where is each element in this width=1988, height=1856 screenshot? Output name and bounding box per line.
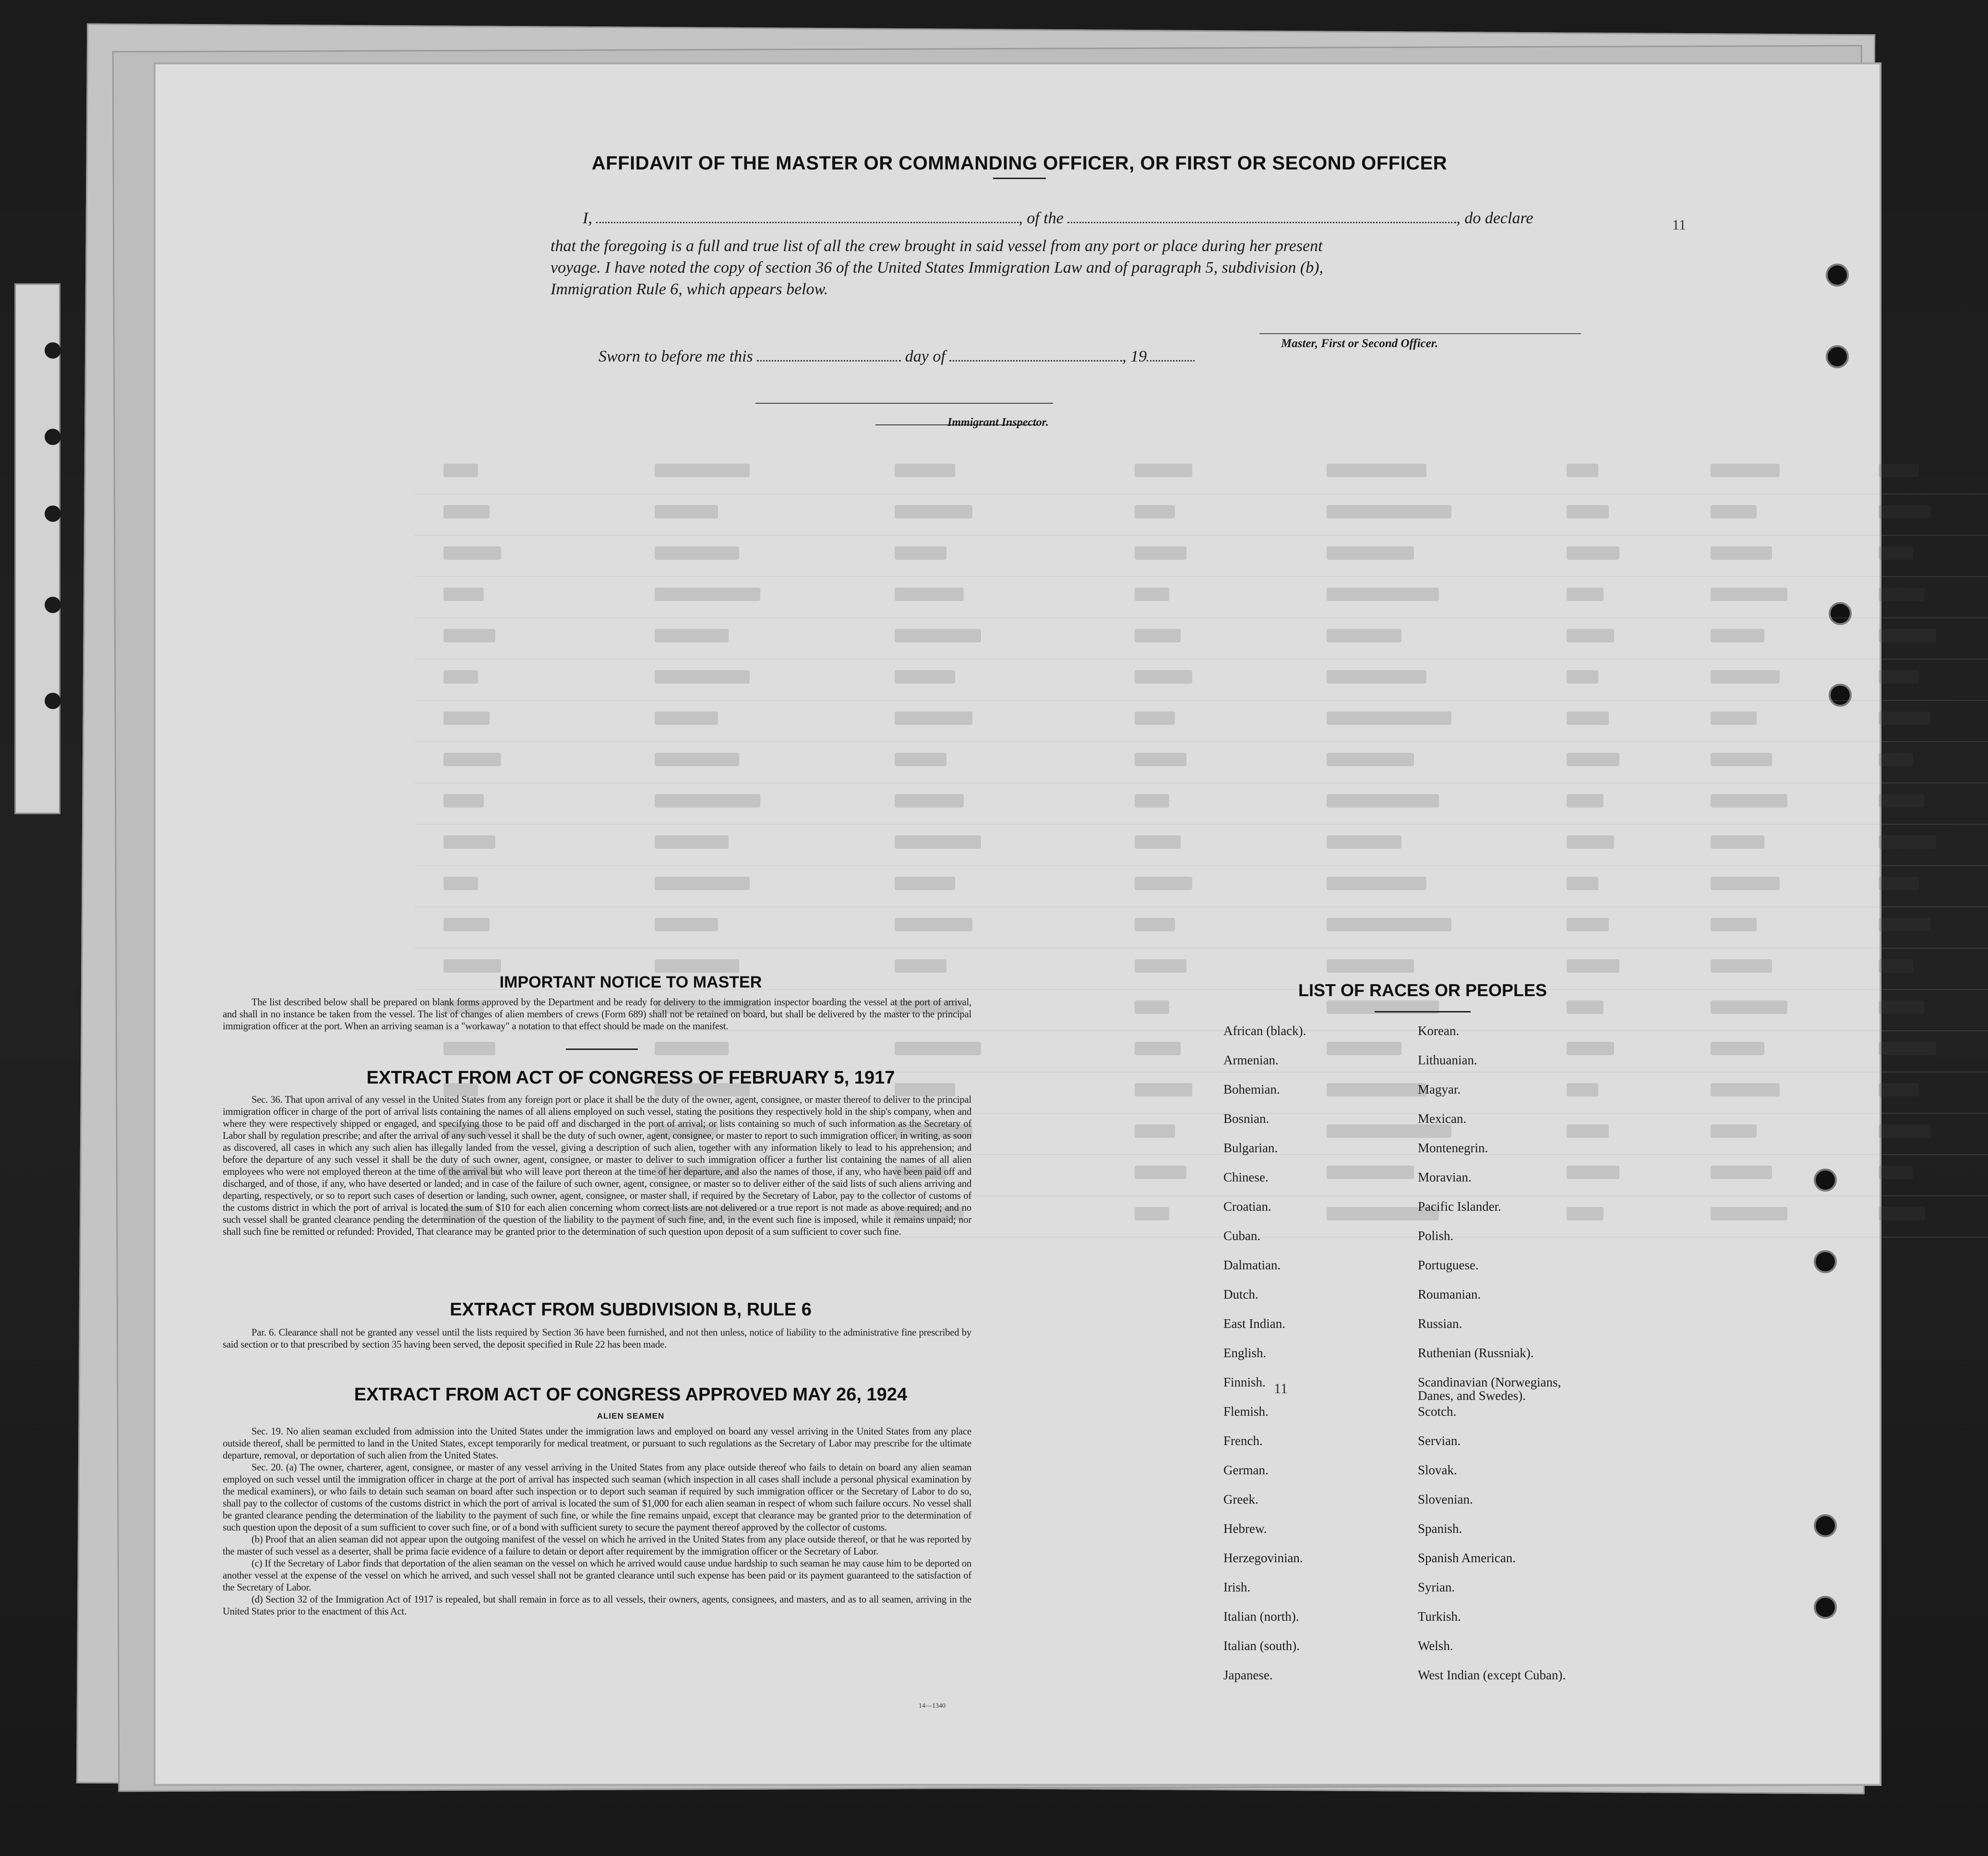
affidavit-line-3: voyage. I have noted the copy of section 36 of the United States Immigration Law and of paragraph 5, subdivision (b),	[551, 259, 1324, 277]
ghost-text	[895, 835, 981, 849]
sworn-month-field[interactable]	[949, 348, 1122, 362]
ghost-text	[655, 918, 718, 931]
ghost-text	[1135, 629, 1181, 642]
race-item: Moravian.	[1418, 1170, 1472, 1184]
race-item: French.	[1223, 1434, 1263, 1448]
ghost-text	[655, 711, 718, 725]
ghost-row	[415, 660, 1988, 701]
ghost-text	[1135, 1207, 1169, 1220]
ghost-text	[655, 629, 729, 642]
ghost-text	[655, 588, 760, 601]
ghost-text	[1135, 711, 1175, 725]
ghost-text	[655, 464, 750, 477]
race-item: Bohemian.	[1223, 1082, 1280, 1097]
race-item: Russian.	[1418, 1316, 1462, 1331]
ghost-text	[1135, 1042, 1181, 1055]
ghost-text	[1327, 505, 1451, 518]
ghost-row	[415, 907, 1988, 949]
race-item: Ruthenian (Russniak).	[1418, 1346, 1534, 1360]
ghost-text	[1567, 1042, 1614, 1055]
race-item: Spanish American.	[1418, 1551, 1516, 1565]
extract-1917-title: EXTRACT FROM ACT OF CONGRESS OF FEBRUARY 5, 1917	[366, 1068, 895, 1088]
ghost-text	[895, 629, 981, 642]
punch-hole-icon	[1814, 1250, 1837, 1273]
race-item: Scotch.	[1418, 1404, 1457, 1419]
ghost-text	[1135, 505, 1175, 518]
ghost-text	[1327, 959, 1414, 973]
ghost-text	[1711, 711, 1757, 725]
vessel-name-field[interactable]	[1067, 209, 1456, 223]
race-item: Hebrew.	[1223, 1521, 1267, 1536]
ghost-text	[443, 835, 495, 849]
race-item: Welsh.	[1418, 1639, 1453, 1653]
ghost-text	[443, 794, 484, 807]
ghost-text	[895, 959, 946, 973]
race-item: Scandinavian (Norwegians,	[1418, 1375, 1561, 1389]
race-item: Syrian.	[1418, 1580, 1455, 1594]
punch-hole-icon	[1826, 345, 1849, 368]
ghost-text	[1567, 1207, 1604, 1220]
punch-hole-icon	[45, 506, 61, 522]
race-item: Mexican.	[1418, 1111, 1467, 1126]
ghost-text	[443, 505, 490, 518]
ghost-text	[443, 629, 495, 642]
ghost-text	[655, 835, 729, 849]
ghost-text	[1135, 1166, 1186, 1179]
race-item: Croatian.	[1223, 1199, 1271, 1214]
ghost-text	[1327, 835, 1401, 849]
ghost-text	[443, 711, 490, 725]
races-rule	[1375, 1011, 1471, 1012]
race-item: Italian (north).	[1223, 1609, 1299, 1624]
ghost-row	[415, 1031, 1988, 1073]
ghost-text	[1567, 1124, 1609, 1138]
race-item: English.	[1223, 1346, 1267, 1360]
ghost-row	[415, 783, 1988, 825]
ghost-text	[1567, 959, 1619, 973]
ghost-text	[895, 794, 964, 807]
race-item: Polish.	[1418, 1229, 1454, 1243]
master-signature-label: Master, First or Second Officer.	[1281, 337, 1438, 350]
ghost-text	[443, 918, 490, 931]
ghost-text	[1327, 1124, 1451, 1138]
title-rule	[993, 178, 1046, 179]
ghost-text	[1327, 794, 1439, 807]
ghost-text	[1711, 877, 1780, 890]
ghost-row	[415, 453, 1988, 494]
ghost-text	[1567, 670, 1598, 684]
ghost-text	[895, 753, 946, 766]
inspector-label: Immigrant Inspector.	[947, 416, 1049, 429]
race-item: African (black).	[1223, 1024, 1306, 1038]
ghost-text	[1327, 1166, 1414, 1179]
race-item: Roumanian.	[1418, 1287, 1481, 1302]
ghost-text	[1711, 794, 1787, 807]
ghost-text	[895, 918, 972, 931]
ghost-text	[1567, 588, 1604, 601]
race-item: Japanese.	[1223, 1668, 1273, 1682]
ghost-text	[1567, 711, 1609, 725]
race-item: East Indian.	[1223, 1316, 1285, 1331]
race-item: Pacific Islander.	[1418, 1199, 1501, 1214]
ghost-text	[1327, 877, 1426, 890]
ghost-text	[1135, 1000, 1169, 1014]
race-item: Chinese.	[1223, 1170, 1269, 1184]
manifest-page	[154, 62, 1881, 1786]
ghost-text	[1327, 546, 1414, 560]
ghost-text	[895, 670, 955, 684]
master-signature-line[interactable]	[1259, 333, 1581, 334]
ghost-text	[1711, 670, 1780, 684]
ghost-text	[1327, 711, 1451, 725]
punch-hole-icon	[45, 597, 61, 613]
sworn-day-field[interactable]	[757, 348, 901, 362]
ghost-text	[443, 588, 484, 601]
extract-1924-title: EXTRACT FROM ACT OF CONGRESS APPROVED MAY 26, 1924	[354, 1385, 908, 1405]
ghost-text	[895, 505, 972, 518]
races-title: LIST OF RACES OR PEOPLES	[1298, 980, 1547, 1000]
race-item: Slovenian.	[1418, 1492, 1473, 1506]
ghost-text	[1135, 918, 1175, 931]
ghost-text	[895, 1042, 981, 1055]
ghost-text	[1135, 794, 1169, 807]
ghost-text	[1327, 588, 1439, 601]
ghost-text	[1135, 835, 1181, 849]
ghost-text	[655, 794, 760, 807]
ghost-text	[443, 959, 501, 973]
section-rule	[566, 1049, 638, 1050]
inspector-line-1	[755, 403, 1053, 404]
race-item: Bosnian.	[1223, 1111, 1269, 1126]
ghost-text	[1327, 464, 1426, 477]
race-item: Turkish.	[1418, 1609, 1461, 1624]
race-item: Slovak.	[1418, 1463, 1457, 1477]
ghost-text	[1135, 753, 1186, 766]
race-item: Dutch.	[1223, 1287, 1258, 1302]
affidavit-line-2: that the foregoing is a full and true list of all the crew brought in said vessel from any port or place during her present	[551, 237, 1323, 255]
sworn-line: Sworn to before me this day of , 19	[599, 348, 1195, 366]
ghost-text	[1711, 1166, 1772, 1179]
ghost-text	[443, 670, 478, 684]
race-item: Greek.	[1223, 1492, 1258, 1506]
punch-hole-icon	[45, 342, 61, 359]
ghost-text	[1711, 1042, 1764, 1055]
ghost-text	[1711, 1124, 1757, 1138]
ghost-text	[655, 753, 739, 766]
ghost-text	[1135, 670, 1192, 684]
race-item: Spanish.	[1418, 1521, 1462, 1536]
alien-seamen-heading: ALIEN SEAMEN	[597, 1411, 665, 1421]
ghost-text	[1567, 835, 1614, 849]
affidavit-title: AFFIDAVIT OF THE MASTER OR COMMANDING OFFICER, OR FIRST OR SECOND OFFICER	[591, 153, 1448, 174]
punch-hole-icon	[1814, 1596, 1837, 1619]
ghost-text	[1567, 877, 1598, 890]
ghost-text	[443, 877, 478, 890]
race-item: Korean.	[1418, 1024, 1460, 1038]
race-item: Bulgarian.	[1223, 1141, 1278, 1155]
race-item: Cuban.	[1223, 1229, 1261, 1243]
ghost-text	[1567, 505, 1609, 518]
ghost-text	[1327, 1042, 1401, 1055]
extract-rule6-title: EXTRACT FROM SUBDIVISION B, RULE 6	[450, 1300, 812, 1320]
ghost-text	[655, 546, 739, 560]
race-item: Lithuanian.	[1418, 1053, 1477, 1067]
ghost-text	[1135, 959, 1186, 973]
race-item: Dalmatian.	[1223, 1258, 1281, 1272]
ghost-text	[1135, 588, 1169, 601]
punch-hole-icon	[1829, 602, 1852, 625]
ghost-text	[1711, 629, 1764, 642]
ghost-text	[1711, 1000, 1787, 1014]
affidavit-line-4: Immigration Rule 6, which appears below.	[551, 280, 828, 298]
ghost-row	[415, 536, 1988, 577]
ghost-text	[1327, 753, 1414, 766]
punch-hole-icon	[1814, 1169, 1837, 1192]
race-item: Finnish.	[1223, 1375, 1266, 1389]
ghost-row	[415, 742, 1988, 783]
race-item: Armenian.	[1223, 1053, 1279, 1067]
notice-text: The list described below shall be prepared on blank forms approved by the Department and be ready for delivery to the immigration inspector boarding the vessel at the port of arrival, and shall in no instance be taken from the vessel. The list of changes of alien members of crews (Form 689) shall not be retained on board, but shall be delivered by the master to the principal immigration officer at the port. When an arriving seaman is a "workaway" a notation to that effect should be made on the manifest.	[223, 997, 971, 1032]
notice-title: IMPORTANT NOTICE TO MASTER	[499, 973, 762, 991]
race-item: Portuguese.	[1418, 1258, 1479, 1272]
ghost-text	[655, 959, 739, 973]
race-item: Montenegrin.	[1418, 1141, 1488, 1155]
ghost-text	[1135, 546, 1186, 560]
ghost-text	[443, 464, 478, 477]
ghost-text	[1327, 918, 1451, 931]
ghost-text	[1135, 464, 1192, 477]
ghost-text	[1135, 1083, 1192, 1097]
extract-1924-text: Sec. 19. No alien seaman excluded from admission into the United States under the immigration laws and employed on board any vessel arriving in the United States from any place outside thereof, shall be permitted to land in the United States, except temporarily for medical treatment, or pursuant to such regulations as the Secretary of Labor may prescribe for the ultimate departure, removal, or deportation of such alien from the United States. Sec. 20. (a) The owner, charterer, agent, consignee, or master of any vessel arriving in the United States from any place outside thereof who fails to detain on board any alien seaman employed on such vessel until the immigration officer in charge at the port of arrival has inspected such seaman (which inspection in all cases shall include a personal physical examination by the medical examiners), or who fails to detain such seaman on board after such inspection or to deport such seaman if required by such immigration officer or the Secretary of Labor to do so, shall pay to the collector of customs of the customs district in which the port of arrival is located the sum of $1,000 for each alien seaman in respect of whom such failure occurs. No vessel shall be granted clearance pending the determination of the liability to the payment of such fine, or while the fine remains unpaid, except that clearance may be granted prior to the determination of such question upon the deposit of a sum sufficient to cover such fine, or of a bond with sufficient surety to secure the payment thereof approved by the collector of customs. (b) Proof that an alien seaman did not appear upon the outgoing manifest of the vessel on which he arrived in the United States from any place outside thereof, or that he was reported by the master of such vessel as a deserter, shall be prima facie evidence of a failure to detain or deport after requirement by the immigration officer or the Secretary of Labor. (c) If the Secretary of Labor finds that deportation of the alien seaman on the vessel on which he arrived would cause undue hardship to such seaman he may cause him to be deported on another vessel at the expense of the vessel on which he arrived, and such vessel shall not be granted clearance until such expense has been paid or its payment guaranteed to the satisfaction of the Secretary of Labor. (d) Section 32 of the Immigration Act of 1917 is repealed, but shall remain in force as to all vessels, their owners, agents, consignees, and masters, and as to all seamen, arriving in the United States prior to the enactment of this Act.	[223, 1426, 971, 1617]
ghost-text	[895, 588, 964, 601]
extract-rule6-text: Par. 6. Clearance shall not be granted any vessel until the lists required by Section 36 have been furnished, and not then unless, notice of liability to the administrative fine prescribed by said section or to that prescribed by section 35 having been served, the deposit specified in Rule 22 has been made.	[223, 1327, 971, 1350]
ghost-text	[1327, 629, 1401, 642]
ghost-text	[1567, 629, 1614, 642]
ghost-text	[895, 877, 955, 890]
punch-hole-icon	[1829, 684, 1852, 707]
left-paper-strip	[14, 283, 60, 814]
ghost-text	[1711, 1207, 1787, 1220]
punch-hole-icon	[1826, 264, 1849, 287]
ghost-row	[415, 701, 1988, 742]
page-mark: 11	[1274, 1381, 1288, 1397]
ghost-text	[1135, 1124, 1175, 1138]
ghost-text	[1711, 835, 1764, 849]
ghost-text	[1567, 464, 1598, 477]
ghost-text	[1567, 1083, 1598, 1097]
page-number-mark: 11	[1672, 217, 1686, 233]
race-item: Magyar.	[1418, 1082, 1461, 1097]
race-item: West Indian (except Cuban).	[1418, 1668, 1566, 1682]
ghost-text	[1711, 546, 1772, 560]
ghost-text	[895, 546, 946, 560]
race-item: German.	[1223, 1463, 1269, 1477]
ghost-text	[443, 546, 501, 560]
race-item: Servian.	[1418, 1434, 1461, 1448]
ghost-text	[443, 1042, 495, 1055]
ghost-text	[1567, 546, 1619, 560]
ghost-text	[655, 877, 750, 890]
ghost-text	[1567, 1000, 1604, 1014]
ghost-row	[415, 494, 1988, 536]
ghost-text	[655, 670, 750, 684]
ghost-text	[1567, 918, 1609, 931]
affidavit-line-1: I, , of the , do declare	[583, 209, 1533, 227]
ghost-text	[1711, 918, 1757, 931]
form-number: 14—1340	[919, 1702, 946, 1710]
ghost-text	[1327, 1083, 1426, 1097]
ghost-text	[1711, 959, 1772, 973]
officer-name-field[interactable]	[596, 209, 1018, 223]
ghost-text	[1711, 588, 1787, 601]
sworn-year-field[interactable]	[1147, 348, 1195, 362]
punch-hole-icon	[45, 693, 61, 709]
punch-hole-icon	[1814, 1514, 1837, 1537]
race-item: Herzegovinian.	[1223, 1551, 1303, 1565]
ghost-text	[655, 1042, 729, 1055]
ghost-row	[415, 825, 1988, 866]
ghost-row	[415, 577, 1988, 618]
ghost-row	[415, 618, 1988, 660]
ghost-text	[1567, 753, 1619, 766]
ghost-text	[655, 505, 718, 518]
ghost-text	[1567, 794, 1604, 807]
ghost-text	[1711, 753, 1772, 766]
ghost-text	[895, 464, 955, 477]
race-item: Italian (south).	[1223, 1639, 1300, 1653]
ghost-text	[1567, 1166, 1619, 1179]
ghost-text	[895, 711, 972, 725]
race-item: Danes, and Swedes).	[1418, 1388, 1526, 1403]
ghost-text	[1711, 505, 1757, 518]
punch-hole-icon	[45, 429, 61, 445]
ghost-row	[415, 866, 1988, 907]
ghost-text	[1135, 877, 1192, 890]
ghost-text	[1327, 670, 1426, 684]
ghost-text	[443, 753, 501, 766]
ghost-text	[1711, 1083, 1780, 1097]
extract-1917-text: Sec. 36. That upon arrival of any vessel in the United States from any foreign port or place it shall be the duty of the owner, agent, consignee, or master thereof to deliver to the principal immigration officer in charge of the port of arrival lists containing the names of all aliens employed on such vessel, stating the positions they respectively hold in the ship's company, when and where they were respectively shipped or engaged, and specifying those to be paid off and discharged in the port of arrival; or lists containing so much of such information as the Secretary of Labor shall by regulation prescribe; and after the arrival of any such vessel it shall be the duty of such owner, agent, consignee, or master to report to such immigration officer, in writing, as soon as discovered, all cases in which any such alien has illegally landed from the vessel, giving a description of such alien, together with any information likely to lead to his apprehension; and before the departure of any such vessel it shall be the duty of such owner, agent, consignee, or master to deliver to such immigration officer a further list containing the names of all alien employees who were not employed thereon at the time of the arrival but who will leave port thereon at the time of her departure, and also the names of those, if any, who have been paid off and discharged, and of those, if any, who have deserted or landed; and in case of the failure of such owner, agent, consignee, or master so to deliver either of the said lists of such aliens arriving and departing, respectively, or so to report such cases of desertion or landing, such owner, agent, consignee, or master shall, if required by the Secretary of Labor, pay to the collector of customs of the customs district in which the port of arrival is located the sum of $10 for each alien concerning whom correct lists are not delivered or a true report is not made as above required; and no such vessel shall be granted clearance pending the determination of the question of the liability to the payment of such fine, and, in the event such fine is imposed, while it remains unpaid; nor shall such fine be remitted or refunded: Provided, That clearance may be granted prior to the determination of such question upon deposit of a sum sufficient to cover such fine.	[223, 1095, 971, 1237]
race-item: Flemish.	[1223, 1404, 1269, 1419]
ghost-text	[1711, 464, 1780, 477]
race-item: Irish.	[1223, 1580, 1251, 1594]
